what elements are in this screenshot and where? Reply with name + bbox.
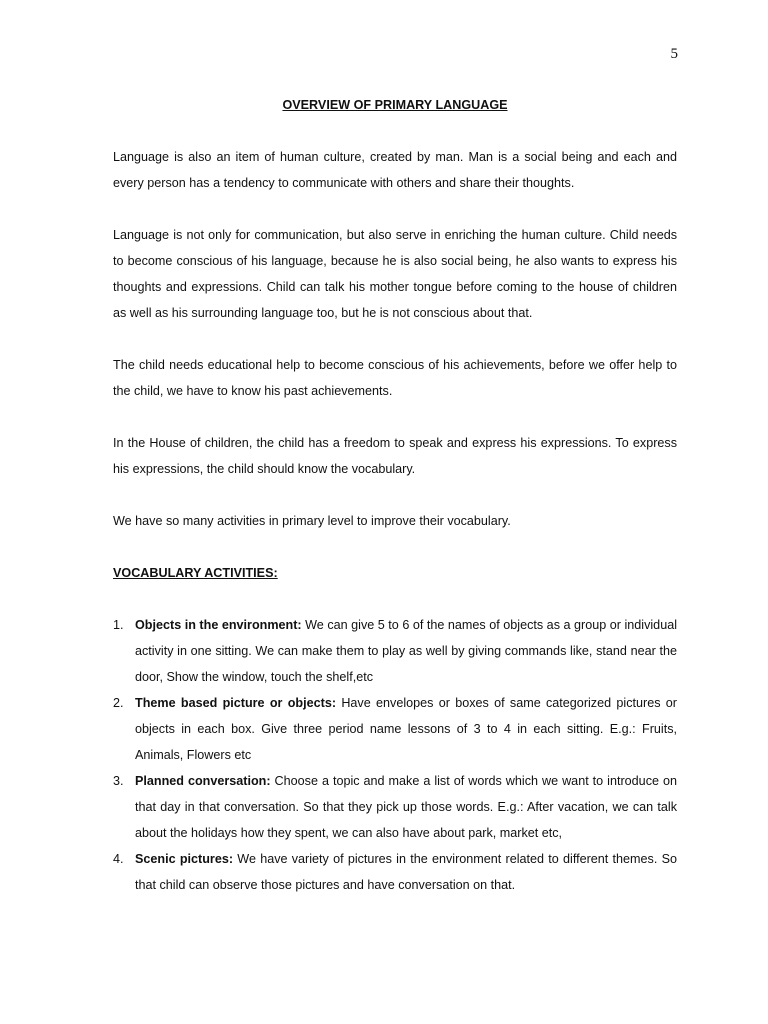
list-number: 1. [113,618,124,632]
list-number: 3. [113,774,124,788]
paragraph-5: We have so many activities in primary level to improve their vocabulary. [113,514,511,528]
document-body [113,92,677,898]
list-item-text: We have variety of pictures in the environment related to different themes. So that child can observe those pictures and have conversation on that. [135,852,677,892]
list-item-lead: Objects in the environment: [135,618,302,632]
list-item [113,768,677,846]
list-item-text: We can give 5 to 6 of the names of objects as a group or individual activity in one sitting. We can make them to play as well by giving commands like, stand near the door, Show the window, touch the shelf,etc [135,618,677,684]
document-title: OVERVIEW OF PRIMARY LANGUAGE [282,98,508,112]
list-number: 4. [113,852,124,866]
list-item-lead: Planned conversation: [135,774,271,788]
paragraph-1: Language is also an item of human culture, created by man. Man is a social being and each and every person has a tendency to communicate with others and share their thoughts. [113,150,677,190]
list-item [113,690,677,768]
paragraph-2: Language is not only for communication, but also serve in enriching the human culture. Child needs to become conscious of his language, because he is also social being, he also wants to express his thoughts and expressions. Child can talk his mother tongue before coming to the house of children as well as his surrounding language too, but he is not conscious about that. [113,228,677,320]
list-item-text: Choose a topic and make a list of words which we want to introduce on that day in that conversation. So that they pick up those words. E.g.: After vacation, we can talk about the holidays how they spent, we can also have about park, market etc, [135,774,677,840]
section-heading: VOCABULARY ACTIVITIES: [113,566,278,580]
list-number: 2. [113,696,124,710]
paragraph-4: In the House of children, the child has a freedom to speak and express his expressions. To express his expressions, the child should know the vocabulary. [113,436,677,476]
page-number: 5 [670,46,678,62]
list-item-lead: Scenic pictures: [135,852,234,866]
list-item-text: Have envelopes or boxes of same categorized pictures or objects in each box. Give three period name lessons of 3 to 4 in each sitting. E.g.: Fruits, Animals, Flowers etc [135,696,677,762]
list-item [113,846,677,898]
activity-list [113,612,677,898]
list-item-lead: Theme based picture or objects: [135,696,337,710]
list-item [113,612,677,690]
paragraph-3: The child needs educational help to become conscious of his achievements, before we offer help to the child, we have to know his past achievements. [113,358,677,398]
